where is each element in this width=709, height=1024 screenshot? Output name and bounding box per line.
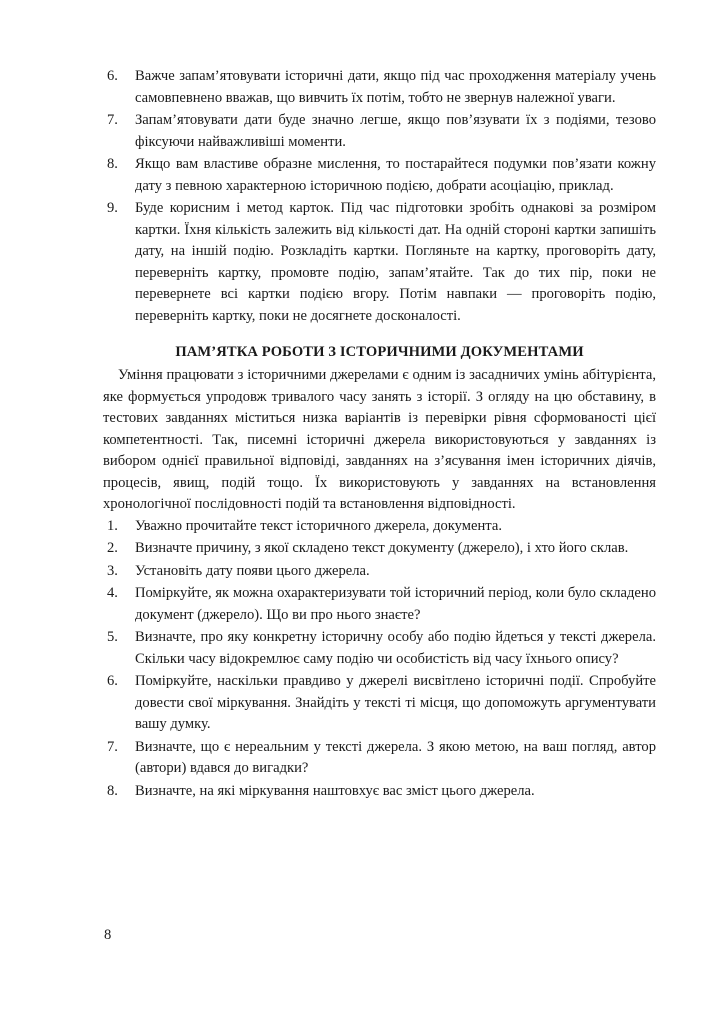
item-number: 7. bbox=[107, 738, 118, 755]
item-text: Буде корисним і метод карток. Під час підготовки зробіть однакові за розміром картки. Їхня кількість залежить від кількості дат. На одній стороні картки запишіть дату, на іншій подію. Розкладіть картки. Погляньте на картку, проговоріть дату, переверніть картку, промовте подію, запам’ятайте. Так до тих пір, поки не перевернете всі картки подією вгору. Потім навпаки — проговоріть подію, переверніть картку, поки не досягнете досконалості. bbox=[135, 200, 656, 324]
list-item bbox=[103, 583, 656, 626]
item-text: Запам’ятовувати дати буде значно легше, якщо пов’язувати їх з подіями, тезово фіксуючи найважливіші моменти. bbox=[135, 112, 656, 150]
section-heading: ПАМ’ЯТКА РОБОТИ З ІСТОРИЧНИМИ ДОКУМЕНТАМИ bbox=[175, 344, 584, 360]
item-number: 3. bbox=[107, 562, 118, 579]
list-item bbox=[103, 516, 656, 538]
item-number: 8. bbox=[107, 156, 118, 172]
item-text: Поміркуйте, наскільки правдиво у джерелі висвітлено історичні події. Спробуйте довести свої міркування. Знайдіть у тексті ті місця, що допоможуть аргументувати вашу думку. bbox=[135, 673, 656, 732]
item-text: Уважно прочитайте текст історичного джерела, документа. bbox=[135, 517, 502, 534]
list-item bbox=[103, 781, 656, 803]
list-item bbox=[103, 538, 656, 560]
item-text: Визначте, на які міркування наштовхує вас зміст цього джерела. bbox=[135, 782, 535, 799]
item-number: 6. bbox=[107, 673, 118, 689]
item-number: 8. bbox=[107, 782, 118, 799]
item-number: 9. bbox=[107, 200, 118, 216]
page-number: 8 bbox=[104, 927, 112, 943]
list-item bbox=[103, 154, 656, 197]
section-intro-paragraph: Уміння працювати з історичними джерелами є одним із засадничих умінь абітурієнта, яке формується упродовж тривалого часу занять з історії. З огляду на цю обставину, в тестових завданнях міститься низка варіантів із перевірки рівня сформованості цієї компетентності. Так, писемні історичні джерела використовуються у завданнях із вибором однієї правильної відповіді, завданнях на з’ясування імен історичних діячів, процесів, явищ, подій тощо. Їх використовують у завданнях на встановлення хронологічної послідовності подій та встановлення відповідності. bbox=[103, 367, 656, 512]
item-text: Визначте причину, з якої складено текст документу (джерело), і хто його склав. bbox=[135, 540, 629, 556]
item-text: Поміркуйте, як можна охарактеризувати той історичний період, коли було складено документ (джерело). Що ви про нього знаєте? bbox=[135, 585, 656, 623]
item-number: 4. bbox=[107, 585, 118, 601]
list-item bbox=[103, 110, 656, 153]
list-item bbox=[103, 737, 656, 780]
list-item bbox=[103, 66, 656, 109]
item-text: Визначте, про яку конкретну історичну особу або подію йдеться у тексті джерела. Скільки часу відокремлює саму подію чи особистість від часу їхнього опису? bbox=[135, 629, 656, 667]
item-number: 2. bbox=[107, 540, 118, 556]
item-text: Важче запам’ятовувати історичні дати, якщо під час проходження матеріалу учень самовпевнено вважав, що вивчить їх потім, тобто не звернув належної уваги. bbox=[135, 68, 656, 106]
tips-list-documents bbox=[103, 516, 656, 803]
item-number: 6. bbox=[107, 68, 118, 84]
text-column bbox=[103, 66, 656, 802]
item-text: Установіть дату появи цього джерела. bbox=[135, 562, 370, 579]
item-number: 7. bbox=[107, 112, 118, 128]
tips-list-dates bbox=[103, 66, 656, 327]
list-item bbox=[103, 671, 656, 736]
item-text: Визначте, що є нереальним у тексті джерела. З якою метою, на ваш погляд, автор (автори) вдався до вигадки? bbox=[135, 738, 656, 776]
item-number: 1. bbox=[107, 517, 118, 534]
item-number: 5. bbox=[107, 629, 118, 645]
list-item bbox=[103, 198, 656, 327]
item-text: Якщо вам властиве образне мислення, то постарайтеся подумки пов’язати кожну дату з певною характерною історичною подією, добрати асоціацію, приклад. bbox=[135, 156, 656, 194]
list-item bbox=[103, 561, 656, 583]
list-item bbox=[103, 627, 656, 670]
